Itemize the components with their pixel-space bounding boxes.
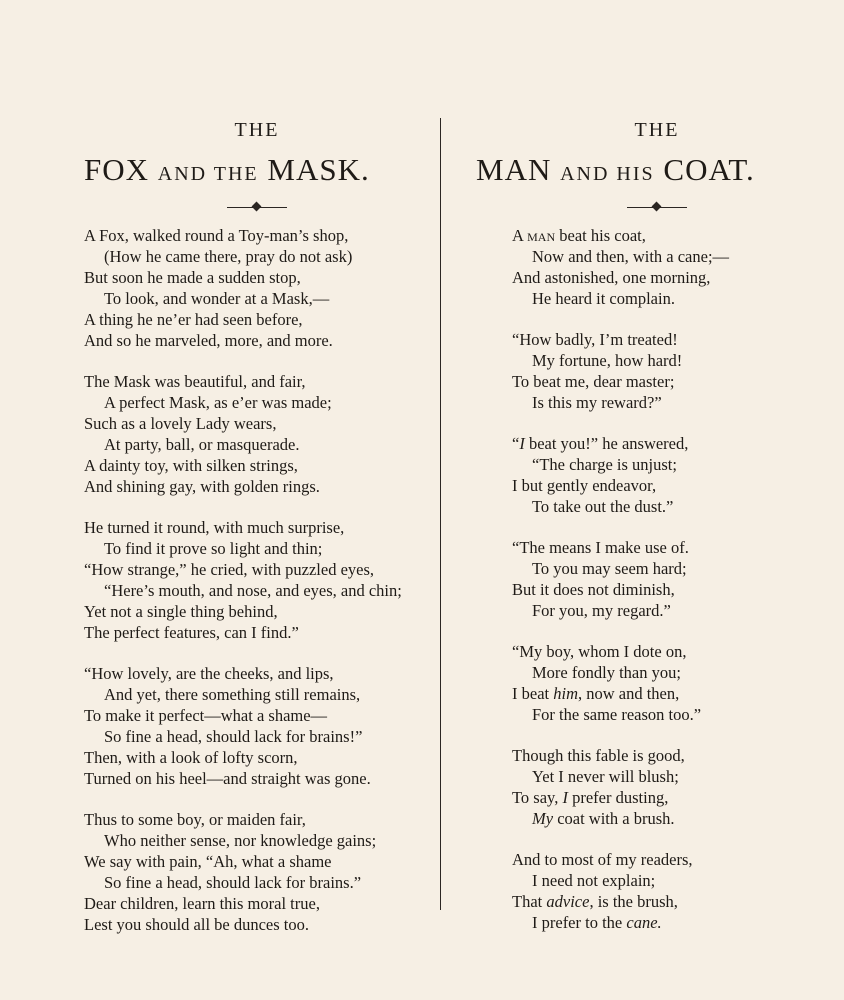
poem-title-the: THE — [234, 119, 280, 141]
verse-line: To take out the dust.” — [532, 497, 674, 516]
verse-line: “My boy, whom I dote on, — [512, 642, 687, 661]
verse-line: To look, and wonder at a Mask,— — [104, 289, 330, 308]
verse-line: My coat with a brush. — [532, 809, 675, 828]
man-and-coat-poem — [476, 116, 802, 953]
verse-line: And astonished, one morning, — [512, 268, 711, 287]
verse-line: And to most of my readers, — [512, 850, 693, 869]
verse-line: “I beat you!” he answered, — [512, 434, 689, 453]
verse-line: Who neither sense, nor knowledge gains; — [104, 831, 377, 850]
verse-line: (How he came there, pray do not ask) — [104, 247, 353, 266]
verse-line: He heard it complain. — [532, 289, 675, 308]
verse-line: For you, my regard.” — [532, 601, 671, 620]
verse-line: Then, with a look of lofty scorn, — [84, 748, 298, 767]
verse-line: And shining gay, with golden rings. — [84, 477, 320, 496]
verse-line: I beat him, now and then, — [512, 684, 680, 703]
verse-line: We say with pain, “Ah, what a shame — [84, 852, 332, 871]
verse-line: To beat me, dear master; — [512, 372, 675, 391]
title-ornament — [627, 202, 687, 212]
stanza — [512, 537, 802, 621]
verse-line: Dear children, learn this moral true, — [84, 894, 320, 913]
title-word: MASK. — [267, 152, 370, 187]
verse-line: To you may seem hard; — [532, 559, 687, 578]
verse-line: Turned on his heel—and straight was gone. — [84, 769, 371, 788]
column-divider — [440, 118, 441, 910]
stanza — [84, 663, 430, 789]
title-connector: AND THE — [157, 163, 259, 185]
verse-line: Yet not a single thing behind, — [84, 602, 278, 621]
fox-and-mask-poem — [84, 116, 430, 955]
verse-line: A Fox, walked round a Toy-man’s shop, — [84, 226, 349, 245]
verse-line: That advice, is the brush, — [512, 892, 678, 911]
verse-line: A man beat his coat, — [512, 226, 646, 245]
verse-line: To find it prove so light and thin; — [104, 539, 323, 558]
verse-line: “The means I make use of. — [512, 538, 689, 557]
stanza — [512, 745, 802, 829]
verse-line: Yet I never will blush; — [532, 767, 679, 786]
verse-line: So fine a head, should lack for brains!” — [104, 727, 363, 746]
poem-body — [512, 225, 802, 933]
verse-line: “Here’s mouth, and nose, and eyes, and chin; — [104, 581, 402, 600]
verse-line: I but gently endeavor, — [512, 476, 657, 495]
stanza — [84, 371, 430, 497]
verse-line: Such as a lovely Lady wears, — [84, 414, 277, 433]
verse-line: Is this my reward?” — [532, 393, 662, 412]
stanza — [512, 849, 802, 933]
poem-title — [476, 150, 802, 194]
verse-line: To say, I prefer dusting, — [512, 788, 669, 807]
title-connector: AND HIS — [560, 163, 655, 185]
verse-line: “How badly, I’m treated! — [512, 330, 678, 349]
stanza — [512, 329, 802, 413]
verse-line: “How strange,” he cried, with puzzled eyes, — [84, 560, 375, 579]
verse-line: To make it perfect—what a shame— — [84, 706, 328, 725]
verse-line: “How lovely, are the cheeks, and lips, — [84, 664, 334, 683]
verse-line: Lest you should all be dunces too. — [84, 915, 310, 934]
stanza — [512, 225, 802, 309]
verse-line: So fine a head, should lack for brains.” — [104, 873, 362, 892]
title-word: FOX — [84, 152, 150, 187]
verse-line: A dainty toy, with silken strings, — [84, 456, 298, 475]
verse-line: More fondly than you; — [532, 663, 681, 682]
stanza — [84, 225, 430, 351]
stanza — [512, 433, 802, 517]
stanza — [84, 517, 430, 643]
poem-title — [84, 150, 430, 194]
verse-line: I prefer to the cane. — [532, 913, 662, 932]
poem-body — [84, 225, 430, 935]
title-word: MAN — [476, 152, 552, 187]
verse-line: “The charge is unjust; — [532, 455, 677, 474]
poem-title-the: THE — [634, 119, 680, 141]
stanza — [84, 809, 430, 935]
verse-line: A thing he ne’er had seen before, — [84, 310, 303, 329]
title-word: COAT. — [663, 152, 755, 187]
verse-line: Thus to some boy, or maiden fair, — [84, 810, 306, 829]
verse-line: The Mask was beautiful, and fair, — [84, 372, 306, 391]
stanza — [512, 641, 802, 725]
title-ornament — [227, 202, 287, 212]
verse-line: The perfect features, can I find.” — [84, 623, 299, 642]
verse-line: I need not explain; — [532, 871, 656, 890]
verse-line: A perfect Mask, as e’er was made; — [104, 393, 332, 412]
verse-line: But soon he made a sudden stop, — [84, 268, 301, 287]
verse-line: My fortune, how hard! — [532, 351, 683, 370]
verse-line: Now and then, with a cane;— — [532, 247, 730, 266]
verse-line: And yet, there something still remains, — [104, 685, 361, 704]
verse-line: For the same reason too.” — [532, 705, 702, 724]
verse-line: He turned it round, with much surprise, — [84, 518, 345, 537]
verse-line: At party, ball, or masquerade. — [104, 435, 300, 454]
verse-line: Though this fable is good, — [512, 746, 685, 765]
verse-line: But it does not diminish, — [512, 580, 675, 599]
verse-line: And so he marveled, more, and more. — [84, 331, 333, 350]
